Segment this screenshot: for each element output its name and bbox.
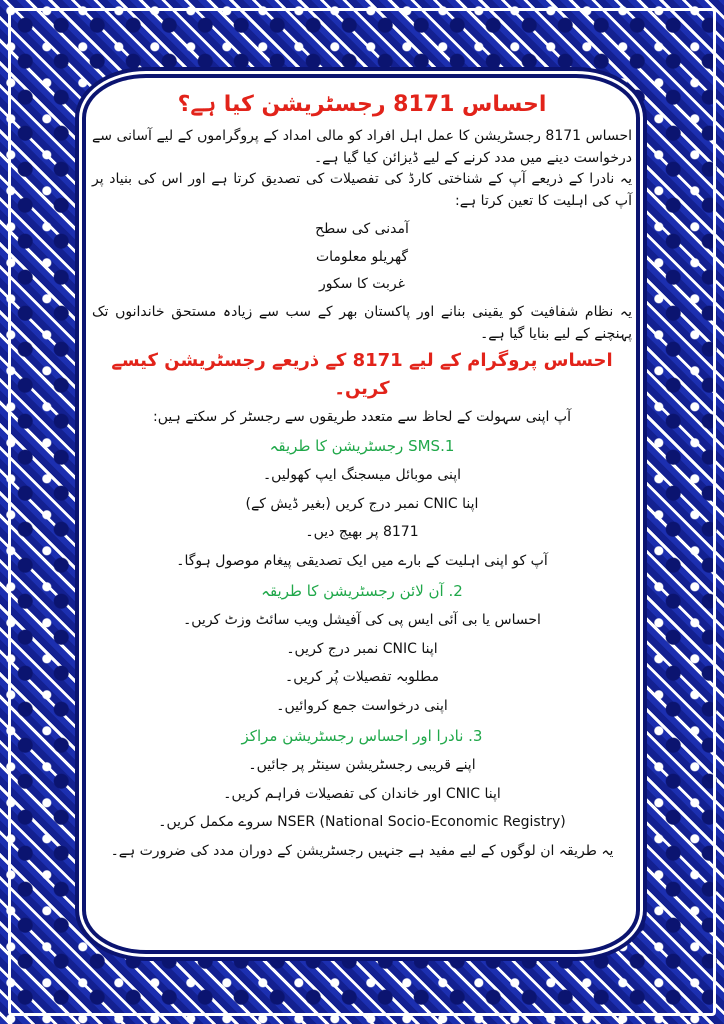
page-title: احساس 8171 رجسٹریشن کیا ہے؟ xyxy=(177,92,547,117)
centers-method-heading: 3. نادرا اور احساس رجسٹریشن مراکز xyxy=(241,726,483,745)
criteria-item-income: آمدنی کی سطح xyxy=(315,220,409,237)
centers-step-3: NSER (National Socio-Economic Registry) سروے مکمل کریں۔ xyxy=(158,814,566,831)
online-step-2: اپنا CNIC نمبر درج کریں۔ xyxy=(286,640,438,657)
sms-step-2: اپنا CNIC نمبر درج کریں (بغیر ڈیش کے) xyxy=(245,495,479,512)
criteria-item-poverty-score: غربت کا سکور xyxy=(319,276,405,293)
sms-step-4: آپ کو اپنی اہلیت کے بارے میں ایک تصدیقی پیغام موصول ہوگا۔ xyxy=(176,553,548,570)
centers-step-1: اپنے قریبی رجسٹریشن سینٹر پر جائیں۔ xyxy=(248,757,476,773)
article-content xyxy=(92,88,632,908)
centers-step-2: اپنا CNIC اور خاندان کی تفصیلات فراہم کریں۔ xyxy=(223,785,501,802)
intro-paragraph-2: یہ نادرا کے ذریعے آپ کے شناختی کارڈ کی تفصیلات کی تصدیق کرتا ہے اور اس کی بنیاد پر آپ کی اہلیت کا تعین کرتا ہے: xyxy=(92,171,632,210)
criteria-item-household: گھریلو معلومات xyxy=(315,248,409,265)
how-to-register-heading: احساس پروگرام کے لیے 8171 کے ذریعے رجسٹریشن کیسے کریں۔ xyxy=(111,350,613,400)
centers-step-4: یہ طریقہ ان لوگوں کے لیے مفید ہے جنہیں رجسٹریشن کے دوران مدد کی ضرورت ہے۔ xyxy=(110,843,614,860)
how-to-register-intro: آپ اپنی سہولت کے لحاظ سے متعدد طریقوں سے رجسٹر کر سکتے ہیں: xyxy=(153,409,571,426)
online-method-heading: 2. آن لائن رجسٹریشن کا طریقہ xyxy=(261,581,463,600)
online-step-3: مطلوبہ تفصیلات پُر کریں۔ xyxy=(285,669,439,686)
sms-step-3: 8171 پر بھیج دیں۔ xyxy=(305,524,419,541)
intro-paragraph-1: احساس 8171 رجسٹریشن کا عمل اہل افراد کو مالی امداد کے پروگراموں کے لیے آسانی سے درخواست دینے میں مدد کرنے کے لیے ڈیزائن کیا گیا ہے۔ xyxy=(92,128,632,166)
online-step-4: اپنی درخواست جمع کروائیں۔ xyxy=(276,698,448,715)
online-step-1: احساس یا بی آئی ایس پی کی آفیشل ویب سائٹ وزٹ کریں۔ xyxy=(183,612,541,628)
sms-method-heading: SMS.1 رجسٹریشن کا طریقہ xyxy=(269,436,455,455)
intro-paragraph-3: یہ نظام شفافیت کو یقینی بنانے اور پاکستان بھر کے سب سے زیادہ مستحق خاندانوں تک پہنچنے کے لیے بنایا گیا ہے۔ xyxy=(92,303,632,342)
sms-step-1: اپنی موبائل میسجنگ ایپ کھولیں۔ xyxy=(262,467,462,483)
